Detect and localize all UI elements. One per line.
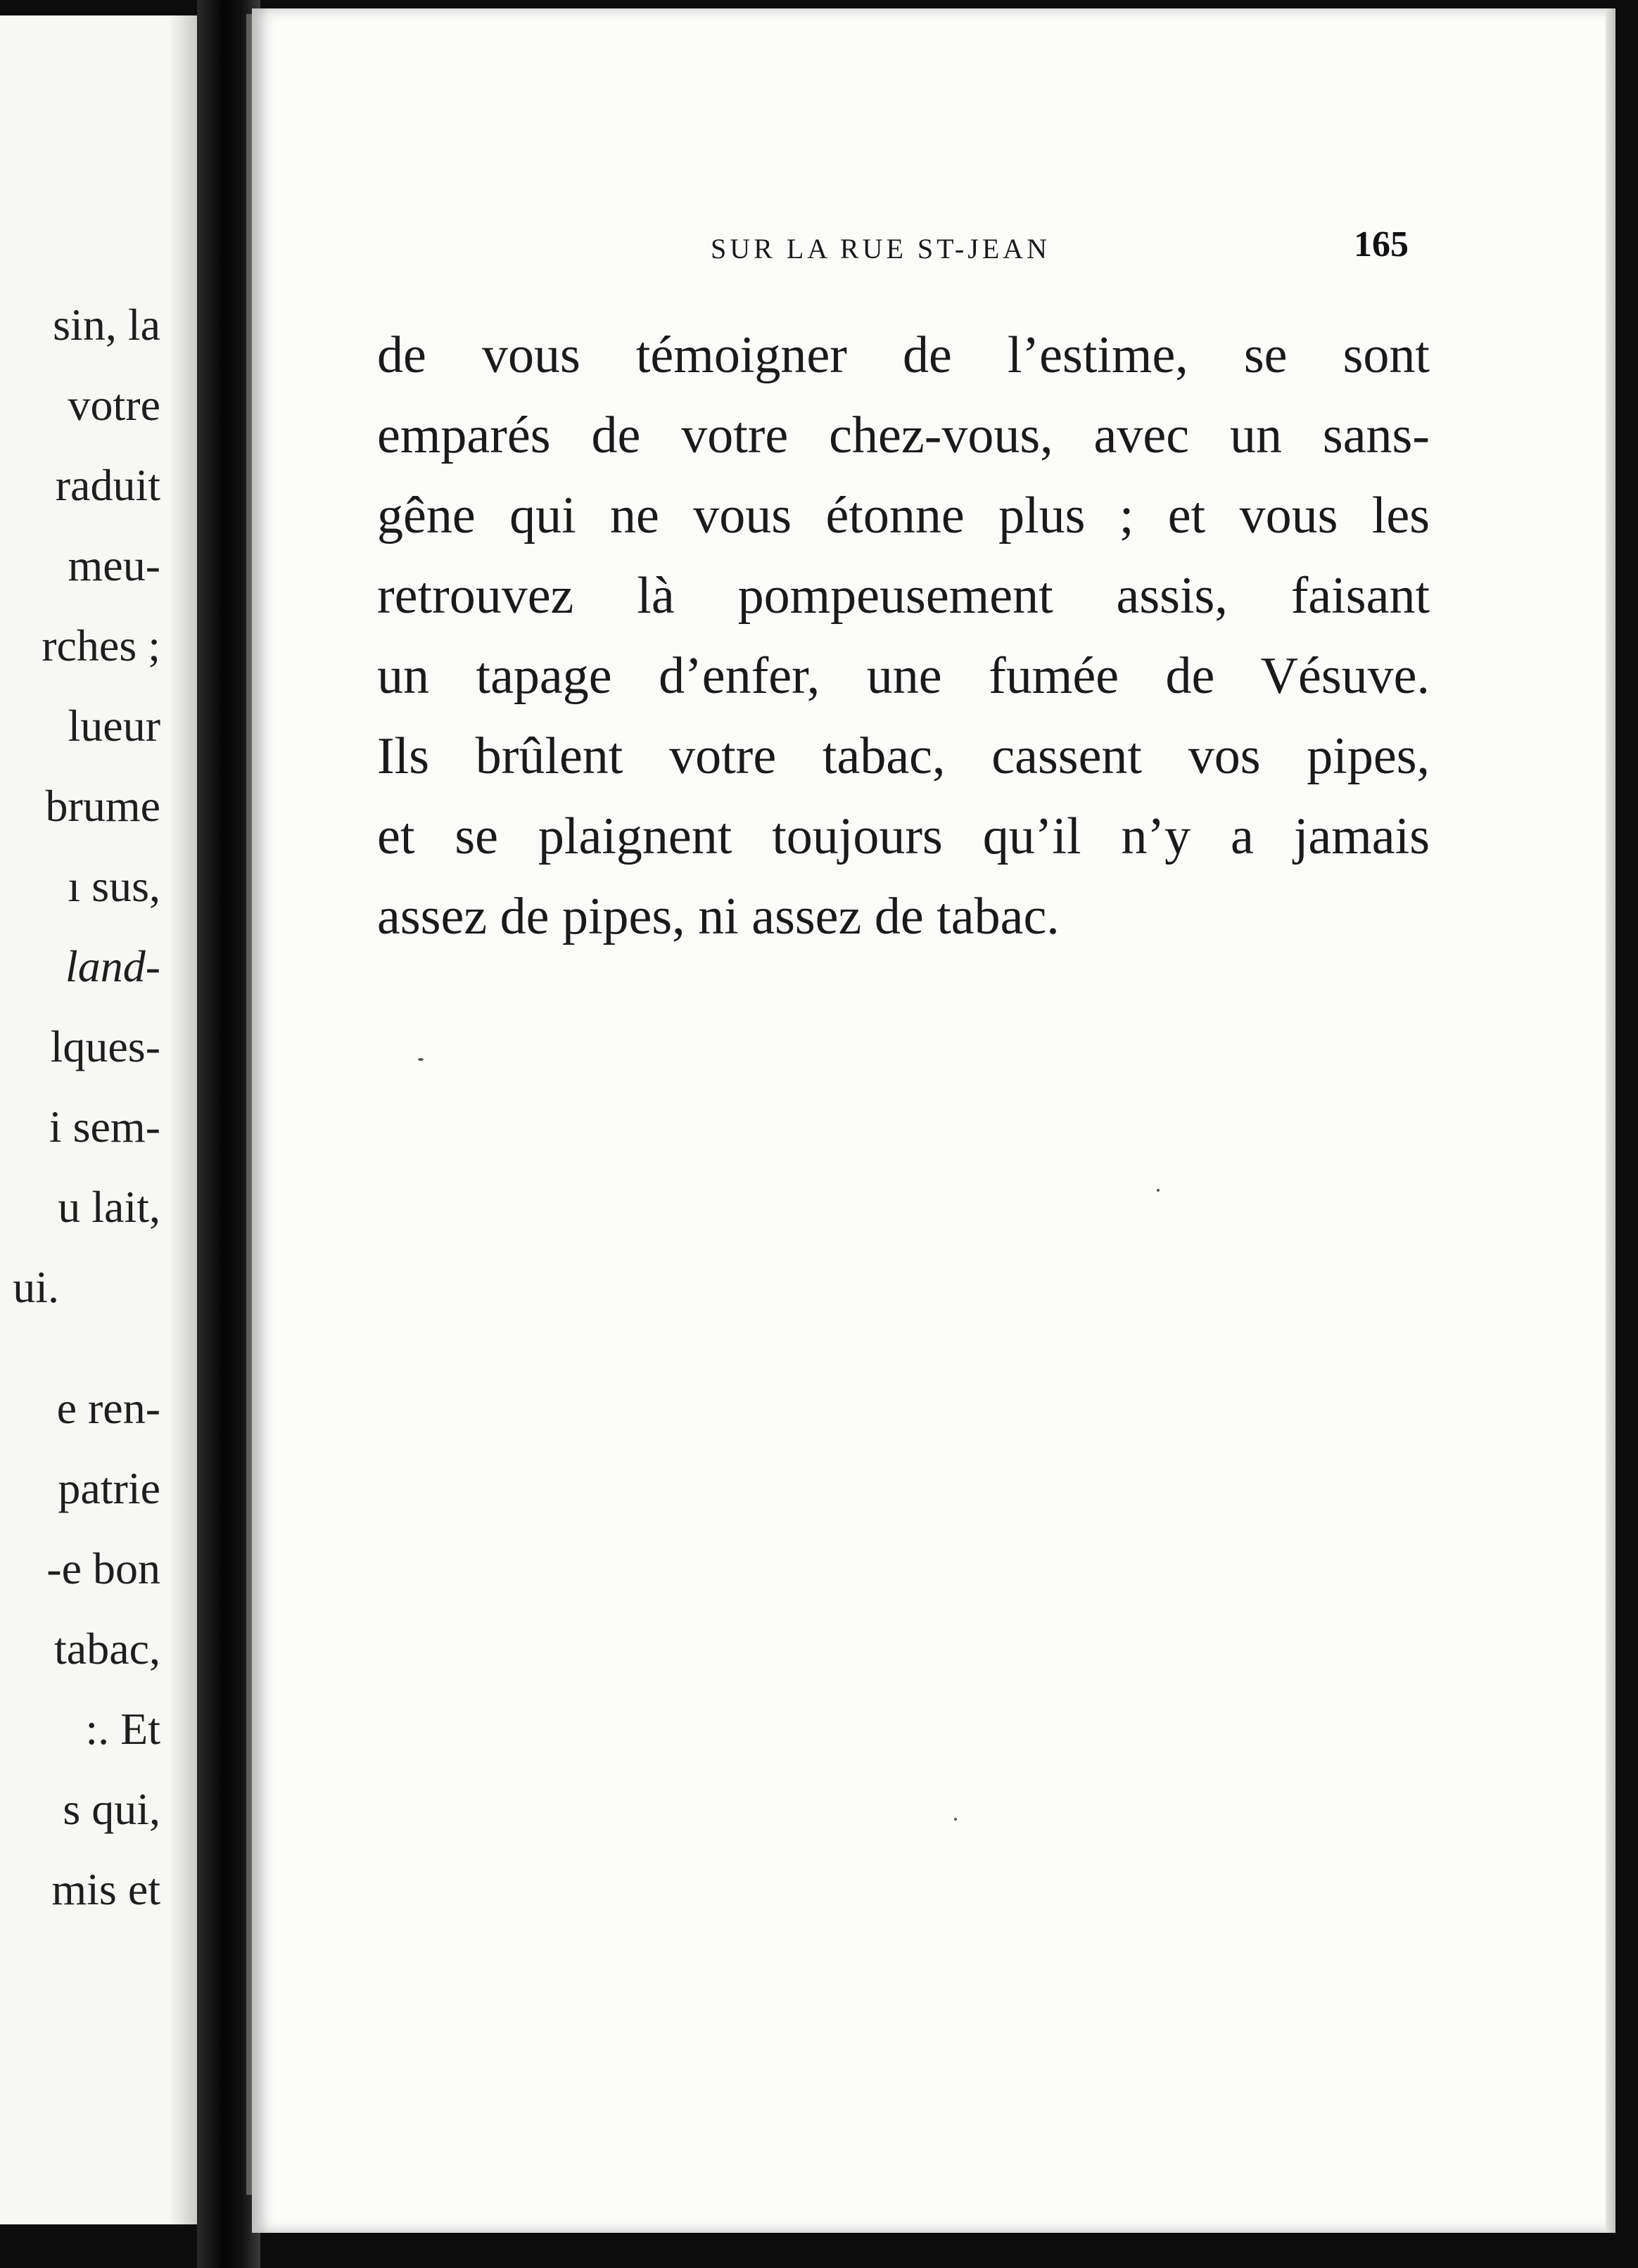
- scan-speck: [954, 1818, 957, 1821]
- text-line: un tapage d’enfer, une fumée de Vésuve.: [377, 647, 1430, 705]
- left-page-fragment: i sem-: [49, 1102, 160, 1152]
- left-page-fragment: u lait,: [58, 1182, 160, 1232]
- left-page-fragment: e ren-: [56, 1383, 160, 1433]
- scan-speck: [418, 1058, 424, 1061]
- left-page-fragment: mis et: [51, 1864, 160, 1914]
- left-page-fragment: meu-: [68, 540, 160, 590]
- scan-speck: [1157, 1189, 1160, 1192]
- left-page-fragment: rches ;: [42, 620, 160, 670]
- body-text: [377, 315, 1430, 957]
- left-page-fragment: :. Et: [85, 1704, 160, 1754]
- text-line: assez de pipes, ni assez de tabac.: [377, 888, 1060, 945]
- left-page-fragment: ı sus,: [68, 861, 160, 911]
- left-page-fragment: raduit: [55, 460, 160, 510]
- left-page-fragment: brume: [45, 781, 160, 831]
- running-head: SUR LA RUE ST-JEAN: [711, 233, 1051, 265]
- left-page-fragment: land-: [65, 941, 160, 991]
- page-number: 165: [1354, 224, 1409, 265]
- left-page-fragment: -e bon: [46, 1543, 160, 1593]
- page-curve-shadow: [169, 15, 197, 2224]
- text-line: et se plaignent toujours qu’il n’y a jamais: [377, 808, 1430, 865]
- left-page-fragment: sin, la: [53, 300, 160, 350]
- left-page-fragment: votre: [68, 380, 160, 430]
- text-line: retrouvez là pompeusement assis, faisant: [377, 567, 1430, 625]
- left-page-fragment: s qui,: [63, 1784, 160, 1834]
- text-line: Ils brûlent votre tabac, cassent vos pipes,: [377, 727, 1430, 785]
- text-line: de vous témoigner de l’estime, se sont: [377, 326, 1430, 384]
- text-line: gêne qui ne vous étonne plus ; et vous les: [377, 487, 1430, 544]
- left-page-fragment: patrie: [58, 1463, 160, 1513]
- page-edge: [1606, 8, 1615, 2233]
- left-facing-page: [0, 15, 197, 2224]
- left-page-fragment: lueur: [68, 701, 160, 751]
- left-page-fragment: ui.: [13, 1262, 59, 1312]
- left-page-fragment: lques-: [50, 1021, 160, 1071]
- left-page-fragment: tabac,: [54, 1624, 160, 1674]
- text-line: emparés de votre chez-vous, avec un sans-: [377, 407, 1430, 464]
